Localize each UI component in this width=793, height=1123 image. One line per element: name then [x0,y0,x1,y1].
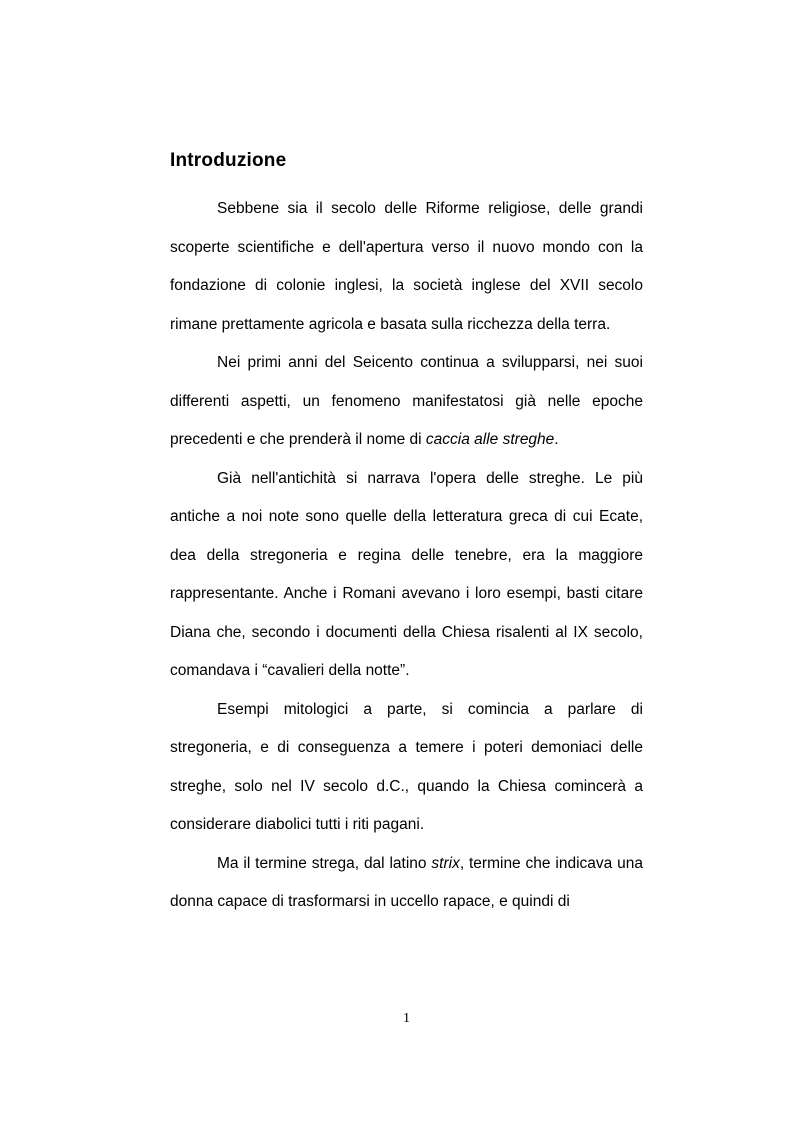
body-text [170,190,643,922]
paragraph-2-end: . [554,431,559,448]
page-title: Introduzione [170,150,287,171]
paragraph-5-text: Ma il termine strega, dal latino [217,854,432,872]
paragraph-5 [170,845,643,922]
paragraph-4: Esempi mitologici a parte, si comincia a parlare di stregoneria, e di conseguenza a temere i poteri demoniaci delle streghe, solo nel IV secolo d.C., quando la Chiesa comincerà a considerare diabolici tutti i riti pagani. [170,700,643,833]
paragraph-2 [170,344,643,460]
paragraph-5-end: , termine che indicava una donna capace di trasformarsi in uccello rapace, e quindi di [170,854,643,910]
page-number: 1 [403,1011,410,1026]
paragraph-1: Sebbene sia il secolo delle Riforme religiose, delle grandi scoperte scientifiche e dell'apertura verso il nuovo mondo con la fondazione di colonie inglesi, la società inglese del XVII secolo rimane prettamente agricola e basata sulla ricchezza della terra. [170,200,643,333]
paragraph-3: Già nell'antichità si narrava l'opera delle streghe. Le più antiche a noi note sono quelle della letteratura greca di cui Ecate, dea della stregoneria e regina delle tenebre, era la maggiore rappresentante. Anche i Romani avevano i loro esempi, basti citare Diana che, secondo i documenti della Chiesa risalenti al IX secolo, comandava i “cavalieri della notte”. [170,469,643,679]
paragraph-5-emphasis: strix [431,854,460,872]
paragraph-2-emphasis: caccia alle streghe [425,431,555,448]
paragraph-2-text: Nei primi anni del Seicento continua a svilupparsi, nei suoi differenti aspetti, un fenomeno manifestatosi già nelle epoche precedenti e che prenderà il nome di [170,354,643,448]
